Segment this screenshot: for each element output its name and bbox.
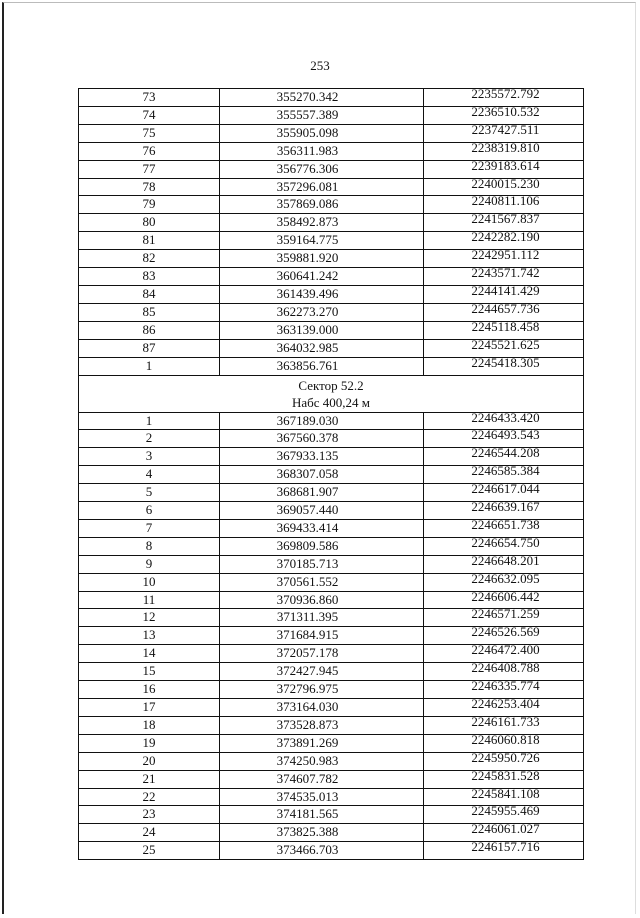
point-number-cell bbox=[79, 430, 220, 448]
point-number-cell bbox=[79, 142, 220, 160]
table-row bbox=[79, 734, 584, 752]
table-row bbox=[79, 412, 584, 430]
x-coordinate-text: 370561.552 bbox=[276, 573, 339, 589]
point-number-text: 5 bbox=[145, 484, 153, 500]
table-row bbox=[79, 609, 584, 627]
coordinates-table-top bbox=[79, 89, 584, 376]
y-coordinate-text: 2246526.569 bbox=[471, 626, 540, 640]
point-number-text: 81 bbox=[142, 232, 156, 248]
point-number-cell bbox=[79, 339, 220, 357]
x-coordinate-cell bbox=[220, 645, 424, 663]
point-number-text: 20 bbox=[142, 752, 156, 768]
point-number-cell bbox=[79, 537, 220, 555]
x-coordinate-text: 356776.306 bbox=[276, 160, 339, 176]
point-number-cell bbox=[79, 699, 220, 717]
y-coordinate-text: 2246493.543 bbox=[471, 429, 540, 443]
point-number-text: 84 bbox=[142, 285, 156, 301]
y-coordinate-text: 2246472.400 bbox=[471, 644, 540, 658]
point-number-text: 83 bbox=[142, 268, 156, 284]
table-row bbox=[79, 430, 584, 448]
table-row bbox=[79, 160, 584, 178]
x-coordinate-cell bbox=[220, 752, 424, 770]
y-coordinate-cell bbox=[424, 824, 584, 842]
y-coordinate-cell bbox=[424, 214, 584, 232]
table-row bbox=[79, 232, 584, 250]
y-coordinate-cell bbox=[424, 806, 584, 824]
y-coordinate-text: 2245955.469 bbox=[471, 805, 540, 819]
y-coordinate-text: 2246061.027 bbox=[471, 823, 540, 837]
point-number-cell bbox=[79, 250, 220, 268]
point-number-cell bbox=[79, 645, 220, 663]
point-number-text: 1 bbox=[145, 357, 153, 373]
point-number-text: 10 bbox=[142, 573, 156, 589]
point-number-text: 77 bbox=[142, 160, 156, 176]
x-coordinate-text: 357869.086 bbox=[276, 196, 339, 212]
y-coordinate-text: 2245118.458 bbox=[471, 321, 540, 334]
y-coordinate-cell bbox=[424, 555, 584, 573]
x-coordinate-cell bbox=[220, 681, 424, 699]
y-coordinate-cell bbox=[424, 196, 584, 214]
x-coordinate-text: 364032.985 bbox=[276, 339, 339, 355]
y-coordinate-cell bbox=[424, 321, 584, 339]
x-coordinate-text: 367933.135 bbox=[276, 448, 339, 464]
point-number-text: 79 bbox=[142, 196, 156, 212]
y-coordinate-text: 2245521.625 bbox=[471, 339, 540, 352]
table-row bbox=[79, 770, 584, 788]
point-number-cell bbox=[79, 303, 220, 321]
y-coordinate-text: 2241567.837 bbox=[471, 213, 540, 227]
x-coordinate-text: 370185.713 bbox=[276, 555, 339, 571]
y-coordinate-cell bbox=[424, 448, 584, 466]
point-number-cell bbox=[79, 321, 220, 339]
x-coordinate-text: 361439.496 bbox=[276, 285, 339, 301]
x-coordinate-text: 367189.030 bbox=[276, 412, 339, 428]
point-number-cell bbox=[79, 591, 220, 609]
x-coordinate-cell bbox=[220, 734, 424, 752]
point-number-cell bbox=[79, 357, 220, 375]
x-coordinate-text: 367560.378 bbox=[276, 430, 339, 446]
y-coordinate-cell bbox=[424, 842, 584, 860]
point-number-cell bbox=[79, 681, 220, 699]
y-coordinate-text: 2242951.112 bbox=[471, 249, 540, 263]
y-coordinate-text: 2237427.511 bbox=[471, 124, 540, 137]
y-coordinate-cell bbox=[424, 591, 584, 609]
y-coordinate-cell bbox=[424, 430, 584, 448]
table-row bbox=[79, 645, 584, 663]
point-number-cell bbox=[79, 196, 220, 214]
y-coordinate-text: 2246060.818 bbox=[471, 734, 540, 747]
x-coordinate-text: 360641.242 bbox=[276, 268, 339, 284]
point-number-cell bbox=[79, 466, 220, 484]
y-coordinate-text: 2244141.429 bbox=[471, 285, 540, 298]
point-number-text: 87 bbox=[142, 339, 156, 355]
y-coordinate-text: 2243571.742 bbox=[471, 267, 540, 281]
y-coordinate-cell bbox=[424, 106, 584, 124]
x-coordinate-cell bbox=[220, 716, 424, 734]
point-number-text: 13 bbox=[142, 627, 156, 643]
point-number-text: 12 bbox=[142, 609, 156, 625]
point-number-cell bbox=[79, 627, 220, 645]
y-coordinate-text: 2246606.442 bbox=[471, 591, 540, 604]
table-row bbox=[79, 537, 584, 555]
table-row bbox=[79, 555, 584, 573]
coordinates-table-bottom bbox=[79, 412, 584, 860]
y-coordinate-text: 2246408.788 bbox=[471, 662, 540, 676]
point-number-text: 14 bbox=[142, 645, 156, 661]
x-coordinate-cell bbox=[220, 430, 424, 448]
x-coordinate-text: 363856.761 bbox=[276, 357, 339, 373]
x-coordinate-cell bbox=[220, 232, 424, 250]
x-coordinate-text: 373528.873 bbox=[276, 716, 339, 732]
x-coordinate-cell bbox=[220, 89, 424, 107]
sector-header-group bbox=[79, 375, 584, 412]
y-coordinate-text: 2245831.528 bbox=[471, 770, 540, 783]
y-coordinate-text: 2246571.259 bbox=[471, 608, 540, 622]
table-row bbox=[79, 591, 584, 609]
x-coordinate-text: 374607.782 bbox=[276, 770, 339, 786]
x-coordinate-cell bbox=[220, 303, 424, 321]
x-coordinate-text: 372796.975 bbox=[276, 681, 339, 697]
table-row bbox=[79, 448, 584, 466]
point-number-text: 80 bbox=[142, 214, 156, 230]
point-number-cell bbox=[79, 285, 220, 303]
y-coordinate-cell bbox=[424, 268, 584, 286]
x-coordinate-text: 363139.000 bbox=[276, 321, 339, 337]
y-coordinate-text: 2242282.190 bbox=[471, 231, 540, 245]
x-coordinate-cell bbox=[220, 609, 424, 627]
point-number-text: 11 bbox=[142, 591, 156, 607]
point-number-text: 7 bbox=[145, 519, 153, 535]
point-number-text: 18 bbox=[142, 716, 156, 732]
x-coordinate-text: 374535.013 bbox=[276, 788, 339, 804]
table-row bbox=[79, 89, 584, 107]
y-coordinate-cell bbox=[424, 734, 584, 752]
x-coordinate-cell bbox=[220, 770, 424, 788]
y-coordinate-cell bbox=[424, 339, 584, 357]
y-coordinate-cell bbox=[424, 285, 584, 303]
table-row bbox=[79, 502, 584, 520]
x-coordinate-cell bbox=[220, 285, 424, 303]
y-coordinate-text: 2236510.532 bbox=[471, 106, 540, 119]
x-coordinate-cell bbox=[220, 591, 424, 609]
x-coordinate-text: 373164.030 bbox=[276, 699, 339, 714]
table-row bbox=[79, 484, 584, 502]
y-coordinate-text: 2246651.738 bbox=[471, 519, 540, 532]
point-number-text: 3 bbox=[145, 448, 153, 464]
point-number-text: 1 bbox=[145, 412, 153, 428]
table-row bbox=[79, 124, 584, 142]
x-coordinate-text: 355557.389 bbox=[276, 106, 339, 122]
y-coordinate-cell bbox=[424, 627, 584, 645]
table-row bbox=[79, 196, 584, 214]
y-coordinate-cell bbox=[424, 537, 584, 555]
y-coordinate-cell bbox=[424, 645, 584, 663]
y-coordinate-text: 2246654.750 bbox=[471, 537, 540, 550]
point-number-cell bbox=[79, 178, 220, 196]
x-coordinate-cell bbox=[220, 412, 424, 430]
x-coordinate-text: 368307.058 bbox=[276, 466, 339, 482]
point-number-text: 78 bbox=[142, 178, 156, 194]
y-coordinate-cell bbox=[424, 303, 584, 321]
table-row bbox=[79, 303, 584, 321]
x-coordinate-cell bbox=[220, 573, 424, 591]
point-number-text: 19 bbox=[142, 734, 156, 750]
y-coordinate-cell bbox=[424, 681, 584, 699]
x-coordinate-cell bbox=[220, 268, 424, 286]
coordinates-table bbox=[78, 88, 584, 860]
x-coordinate-text: 359881.920 bbox=[276, 250, 339, 266]
y-coordinate-cell bbox=[424, 142, 584, 160]
point-number-text: 82 bbox=[142, 250, 156, 266]
point-number-text: 4 bbox=[145, 466, 153, 482]
y-coordinate-cell bbox=[424, 752, 584, 770]
y-coordinate-cell bbox=[424, 178, 584, 196]
x-coordinate-text: 369057.440 bbox=[276, 502, 339, 518]
table-row bbox=[79, 178, 584, 196]
x-coordinate-cell bbox=[220, 824, 424, 842]
y-coordinate-text: 2240015.230 bbox=[471, 178, 540, 191]
table-row bbox=[79, 519, 584, 537]
y-coordinate-cell bbox=[424, 663, 584, 681]
table-row bbox=[79, 250, 584, 268]
y-coordinate-cell bbox=[424, 502, 584, 520]
point-number-text: 24 bbox=[142, 824, 156, 840]
table-row bbox=[79, 806, 584, 824]
table-row bbox=[79, 339, 584, 357]
table-row bbox=[79, 466, 584, 484]
sector-header-cell bbox=[79, 375, 584, 412]
point-number-text: 76 bbox=[142, 142, 156, 158]
x-coordinate-cell bbox=[220, 357, 424, 375]
point-number-cell bbox=[79, 502, 220, 520]
point-number-cell bbox=[79, 484, 220, 502]
y-coordinate-text: 2246639.167 bbox=[471, 501, 540, 515]
point-number-cell bbox=[79, 842, 220, 860]
x-coordinate-text: 373825.388 bbox=[276, 824, 339, 840]
x-coordinate-text: 355905.098 bbox=[276, 124, 339, 140]
table-row bbox=[79, 716, 584, 734]
y-coordinate-text: 2246617.044 bbox=[471, 483, 540, 497]
table-row bbox=[79, 106, 584, 124]
table-row bbox=[79, 214, 584, 232]
y-coordinate-text: 2246433.420 bbox=[471, 412, 540, 425]
x-coordinate-text: 362273.270 bbox=[276, 303, 339, 319]
table-row bbox=[79, 268, 584, 286]
x-coordinate-text: 373466.703 bbox=[276, 842, 339, 858]
x-coordinate-text: 373891.269 bbox=[276, 734, 339, 750]
x-coordinate-cell bbox=[220, 466, 424, 484]
x-coordinate-text: 371311.395 bbox=[276, 609, 339, 625]
x-coordinate-cell bbox=[220, 339, 424, 357]
x-coordinate-text: 356311.983 bbox=[276, 142, 339, 158]
x-coordinate-cell bbox=[220, 502, 424, 520]
point-number-cell bbox=[79, 770, 220, 788]
y-coordinate-text: 2246648.201 bbox=[471, 555, 540, 568]
point-number-text: 73 bbox=[142, 89, 156, 104]
page-number: 253 bbox=[310, 58, 330, 73]
point-number-cell bbox=[79, 412, 220, 430]
point-number-cell bbox=[79, 160, 220, 178]
point-number-cell bbox=[79, 232, 220, 250]
point-number-text: 75 bbox=[142, 124, 156, 140]
y-coordinate-cell bbox=[424, 412, 584, 430]
point-number-cell bbox=[79, 663, 220, 681]
point-number-text: 85 bbox=[142, 303, 156, 319]
point-number-cell bbox=[79, 573, 220, 591]
y-coordinate-cell bbox=[424, 484, 584, 502]
x-coordinate-cell bbox=[220, 250, 424, 268]
x-coordinate-text: 372057.178 bbox=[276, 645, 339, 661]
x-coordinate-text: 357296.081 bbox=[276, 178, 339, 194]
table-row bbox=[79, 788, 584, 806]
x-coordinate-cell bbox=[220, 448, 424, 466]
x-coordinate-cell bbox=[220, 321, 424, 339]
point-number-text: 22 bbox=[142, 788, 156, 804]
y-coordinate-text: 2246157.716 bbox=[471, 841, 540, 855]
x-coordinate-text: 374181.565 bbox=[276, 806, 339, 822]
y-coordinate-text: 2246544.208 bbox=[471, 447, 540, 461]
point-number-text: 6 bbox=[145, 502, 153, 518]
x-coordinate-text: 359164.775 bbox=[276, 232, 339, 248]
point-number-cell bbox=[79, 448, 220, 466]
point-number-cell bbox=[79, 214, 220, 232]
x-coordinate-cell bbox=[220, 484, 424, 502]
table-row bbox=[79, 699, 584, 717]
table-row bbox=[79, 142, 584, 160]
point-number-text: 9 bbox=[145, 555, 153, 571]
x-coordinate-text: 369433.414 bbox=[276, 519, 339, 535]
y-coordinate-text: 2246253.404 bbox=[471, 698, 540, 711]
y-coordinate-cell bbox=[424, 609, 584, 627]
y-coordinate-text: 2244657.736 bbox=[471, 303, 540, 316]
table-row bbox=[79, 321, 584, 339]
y-coordinate-cell bbox=[424, 250, 584, 268]
y-coordinate-cell bbox=[424, 124, 584, 142]
x-coordinate-text: 369809.586 bbox=[276, 537, 339, 553]
x-coordinate-cell bbox=[220, 519, 424, 537]
point-number-cell bbox=[79, 752, 220, 770]
table-row bbox=[79, 752, 584, 770]
x-coordinate-cell bbox=[220, 142, 424, 160]
point-number-cell bbox=[79, 519, 220, 537]
table-row bbox=[79, 627, 584, 645]
y-coordinate-text: 2235572.792 bbox=[471, 88, 540, 101]
point-number-cell bbox=[79, 824, 220, 842]
y-coordinate-text: 2240811.106 bbox=[471, 195, 540, 209]
y-coordinate-text: 2246585.384 bbox=[471, 465, 540, 479]
point-number-cell bbox=[79, 609, 220, 627]
y-coordinate-cell bbox=[424, 357, 584, 375]
x-coordinate-cell bbox=[220, 806, 424, 824]
x-coordinate-cell bbox=[220, 537, 424, 555]
y-coordinate-cell bbox=[424, 699, 584, 717]
point-number-text: 2 bbox=[145, 430, 153, 446]
x-coordinate-cell bbox=[220, 627, 424, 645]
table-row bbox=[79, 663, 584, 681]
x-coordinate-cell bbox=[220, 160, 424, 178]
y-coordinate-text: 2246161.733 bbox=[471, 716, 540, 729]
y-coordinate-text: 2245950.726 bbox=[471, 752, 540, 765]
x-coordinate-cell bbox=[220, 788, 424, 806]
x-coordinate-text: 355270.342 bbox=[276, 89, 339, 104]
point-number-text: 8 bbox=[145, 537, 153, 553]
point-number-text: 15 bbox=[142, 663, 156, 679]
x-coordinate-text: 371684.915 bbox=[276, 627, 339, 643]
y-coordinate-cell bbox=[424, 716, 584, 734]
y-coordinate-cell bbox=[424, 770, 584, 788]
point-number-cell bbox=[79, 788, 220, 806]
x-coordinate-text: 374250.983 bbox=[276, 752, 339, 768]
table-row bbox=[79, 357, 584, 375]
x-coordinate-cell bbox=[220, 555, 424, 573]
y-coordinate-text: 2245841.108 bbox=[471, 788, 540, 801]
x-coordinate-text: 370936.860 bbox=[276, 591, 339, 607]
x-coordinate-cell bbox=[220, 196, 424, 214]
point-number-text: 74 bbox=[142, 106, 156, 122]
x-coordinate-text: 358492.873 bbox=[276, 214, 339, 230]
x-coordinate-cell bbox=[220, 178, 424, 196]
point-number-cell bbox=[79, 106, 220, 124]
point-number-text: 25 bbox=[142, 842, 156, 858]
point-number-text: 21 bbox=[142, 770, 156, 786]
table-row bbox=[79, 285, 584, 303]
x-coordinate-text: 372427.945 bbox=[276, 663, 339, 679]
table-row bbox=[79, 824, 584, 842]
table-row bbox=[79, 681, 584, 699]
point-number-cell bbox=[79, 806, 220, 824]
x-coordinate-cell bbox=[220, 663, 424, 681]
y-coordinate-cell bbox=[424, 466, 584, 484]
table-row bbox=[79, 842, 584, 860]
y-coordinate-cell bbox=[424, 160, 584, 178]
point-number-cell bbox=[79, 268, 220, 286]
sector-title: Сектор 52.2 bbox=[298, 377, 364, 393]
y-coordinate-cell bbox=[424, 519, 584, 537]
point-number-text: 16 bbox=[142, 681, 156, 697]
y-coordinate-text: 2245418.305 bbox=[471, 357, 540, 370]
y-coordinate-text: 2239183.614 bbox=[471, 160, 540, 173]
x-coordinate-cell bbox=[220, 214, 424, 232]
point-number-text: 17 bbox=[142, 699, 156, 714]
sector-height: Набс 400,24 м bbox=[291, 394, 371, 410]
table-row bbox=[79, 573, 584, 591]
x-coordinate-cell bbox=[220, 842, 424, 860]
y-coordinate-cell bbox=[424, 788, 584, 806]
point-number-cell bbox=[79, 555, 220, 573]
x-coordinate-text: 368681.907 bbox=[276, 484, 339, 500]
point-number-cell bbox=[79, 124, 220, 142]
x-coordinate-cell bbox=[220, 124, 424, 142]
point-number-cell bbox=[79, 716, 220, 734]
y-coordinate-text: 2246632.095 bbox=[471, 573, 540, 586]
y-coordinate-cell bbox=[424, 573, 584, 591]
sector-header-row bbox=[79, 375, 584, 412]
y-coordinate-text: 2238319.810 bbox=[471, 142, 540, 155]
point-number-text: 23 bbox=[142, 806, 156, 822]
point-number-cell bbox=[79, 89, 220, 107]
point-number-text: 86 bbox=[142, 321, 156, 337]
x-coordinate-cell bbox=[220, 699, 424, 717]
x-coordinate-cell bbox=[220, 106, 424, 124]
point-number-cell bbox=[79, 734, 220, 752]
y-coordinate-text: 2246335.774 bbox=[471, 680, 540, 694]
y-coordinate-cell bbox=[424, 89, 584, 107]
y-coordinate-cell bbox=[424, 232, 584, 250]
